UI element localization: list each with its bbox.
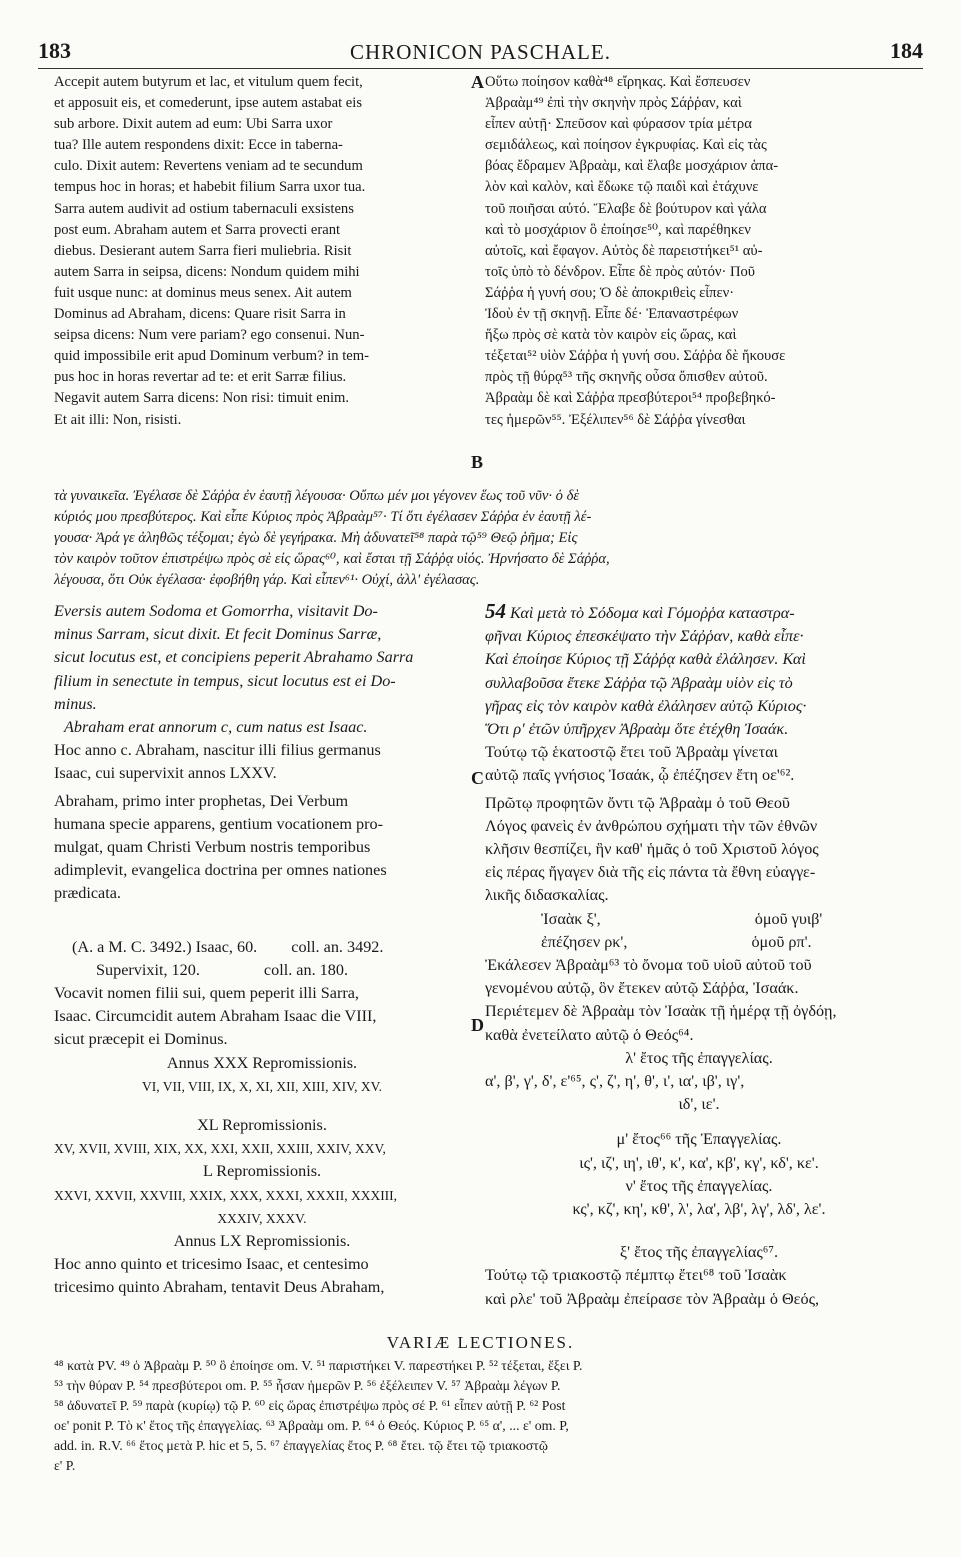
greek-line: τὸν καιρὸν τοῦτον ἐπιστρέψω πρὸς σὲ εἰς ὥρας⁶⁰, καὶ ἔσται τῇ Σάῤῥᾳ υἱός. Ἠρνήσατο δὲ Σάῤῥα, (54, 551, 610, 567)
greek-line: αὐτοῖς, καὶ ἔφαγον. Αὐτὸς δὲ παρειστήκει⁵¹ αὐ- (485, 242, 763, 259)
greek-line: καὶ τὸ μοσχάριον ὃ ἐποίησε⁵⁰, καὶ παρέθηκεν (485, 221, 751, 238)
greek-numerals-3: κς', κζ', κη', κθ', λ', λα', λβ', λγ', λδ', λε'. (572, 1200, 826, 1219)
greek-line: τοῖς ὑπὸ τὸ δένδρον. Εἶπε δὲ πρὸς αὐτόν· Ποῦ (485, 263, 756, 280)
latin-line: Sarra autem audivit ad ostium tabernaculi exsistens (54, 200, 354, 217)
greek-line: κύριός μου πρεσβύτερος. Καὶ εἶπε Κύριος πρὸς Ἀβραὰμ⁵⁷· Τί ὅτι ἐγέλασεν Σάῤῥα ἐν ἑαυτῇ λέ- (54, 509, 592, 525)
latin-line: tempus hoc in horas; et habebit filium Sarra uxor tua. (54, 179, 366, 196)
margin-letter-d: D (471, 1015, 484, 1035)
greek-isaac-b: ἐπέζησεν ρκ', (541, 932, 628, 951)
latin-c-section (54, 790, 470, 906)
greek-isaac-row-b (485, 931, 913, 954)
latin-isaac-row-a (54, 936, 470, 959)
latin-line: et apposuit eis, et comederunt, ipse autem astabat eis (54, 95, 362, 112)
page-number-left: 183 (38, 38, 71, 63)
running-title: CHRONICON PASCHALE. (350, 40, 611, 64)
latin-line: Dominus ad Abraham, dicens: Quare risit Sarra in (54, 306, 346, 323)
latin-line: Accepit autem butyrum et lac, et vitulum quem fecit, (54, 74, 363, 90)
section-number: 54 (485, 599, 506, 623)
greek-isaac-b2: ὁμοῦ ρπ'. (751, 932, 812, 951)
latin-line: sicut præcepit ei Dominus. (54, 1030, 228, 1049)
latin-line: pus hoc in horas revertar ad te: et erit Sarræ filius. (54, 369, 347, 386)
greek-line: Λόγος φανεὶς ἐν ἀνθρώπου σχήματι τὴν τῶν ἐθνῶν (485, 816, 818, 835)
greek-line: Περιέτεμεν δὲ Ἀβραὰμ τὸν Ἰσαὰκ τῇ ἡμέρᾳ τῇ ὀγδόῃ, (485, 1002, 837, 1021)
latin-line: Abraham, primo inter prophetas, Dei Verbum (54, 791, 349, 810)
latin-hoc-anno (54, 739, 470, 785)
variant-reading-line: add. in. R.V. ⁶⁶ ἔτος μετὰ P. hic et 5, 5. ⁶⁷ ἐπαγγελίας ἔτος P. ⁶⁸ ἔτει. τῷ ἔτει τῷ τριακοστῷ (54, 1438, 548, 1453)
greek-line: γῆρας εἰς τὸν καιρὸν καθὰ ἐλάλησεν αὐτῷ Κύριος· (485, 696, 807, 715)
latin-isaac-b2: coll. an. 180. (263, 960, 348, 979)
greek-line: ἥξω πρὸς σὲ κατὰ τὸν καιρὸν εἰς ὥρας, καὶ (485, 327, 737, 344)
greek-line: καὶ ρλε' τοῦ Ἀβραὰμ ἐπείρασε τὸν Ἀβραὰμ ὁ Θεός, (485, 1289, 820, 1308)
greek-line: Ἀβραὰμ δὲ καὶ Σάῤῥα πρεσβύτεροι⁵⁴ προβεβηκό- (485, 390, 776, 407)
greek-numerals-1: α', β', γ', δ', ε'⁶⁵, ς', ζ', η', θ', ι', ια', ιβ', ιγ', (485, 1072, 745, 1091)
latin-line: seipsa dicens: Num vere pariam? ego consenui. Nun- (54, 327, 365, 344)
running-header (38, 38, 923, 68)
latin-line: quid impossibile erit apud Dominum verbum? in tem- (54, 348, 369, 365)
greek-nu-etos: ν' ἔτος τῆς ἐπαγγελίας. (625, 1176, 773, 1195)
variae-lectiones (54, 1356, 913, 1476)
greek-line: Ἀβραὰμ⁴⁹ ἐπὶ τὴν σκηνὴν πρὸς Σάῤῥαν, καὶ (485, 95, 742, 112)
greek-line: γουσα· Ἀρά γε ἀληθῶς τέξομαι; ἐγὼ δὲ γεγήρακα. Μὴ ἀδυνατεῖ⁵⁸ παρὰ τῷ⁵⁹ Θεῷ ῥῆμα; Εἰς (54, 530, 578, 546)
greek-line: γενομένου αὐτῷ, ὃν ἔτεκεν αὐτῷ Σάῤῥα, Ἰσαάκ. (485, 979, 799, 998)
latin-column-lower (54, 600, 470, 1300)
variant-reading-line: ⁵⁸ ἀδυνατεῖ P. ⁵⁹ παρὰ (κυρίῳ) τῷ P. ⁶⁰ εἰς ὥρας ἐπιστρέψω πρὸς σέ P. ⁶¹ εἶπεν αὐτῇ P. ⁶² Post (54, 1398, 566, 1413)
latin-line: Hoc anno quinto et tricesimo Isaac, et centesimo (54, 1255, 369, 1274)
latin-vocavit (54, 982, 470, 1052)
latin-line: Eversis autem Sodoma et Gomorrha, visitavit Do- (54, 602, 378, 620)
greek-line: σεμιδάλεως, καὶ ποίησον ἐγκρυφίας. Καὶ εἰς τὰς (485, 137, 767, 154)
greek-line: Ἰδοὺ ἐν τῇ σκηνῇ. Εἶπε δέ· Ἐπαναστρέφων (485, 306, 739, 323)
latin-line: Isaac, cui supervixit annos LXXV. (54, 764, 277, 783)
greek-line: εἶπεν αὐτῇ· Σπεῦσον καὶ φύρασον τρία μέτρα (485, 116, 752, 133)
latin-line: autem Sarra in seipsa, dicens: Nondum quidem mihi (54, 263, 360, 280)
greek-isaac-a2: ὁμοῦ γυιβ' (754, 909, 823, 928)
margin-letter-c: C (471, 768, 484, 788)
latin-line: tricesimo quinto Abraham, tentavit Deus Abraham, (54, 1278, 385, 1297)
greek-isaac-row-a (485, 908, 913, 931)
greek-line: τοῦ ποιῆσαι αὐτό. Ἔλαβε δὲ βούτυρον καὶ γάλα (485, 200, 767, 217)
header-rule (38, 68, 923, 69)
latin-annus-30: Annus XXX Repromissionis. (166, 1053, 358, 1072)
latin-line: sicut locutus est, et concipiens peperit Abrahamo Sarra (54, 648, 414, 667)
greek-mu-etos: μ' ἔτος⁶⁶ τῆς Ἐπαγγελίας. (616, 1130, 782, 1149)
variant-reading-line: οε' ponit P. Τὸ κ' ἔτος τῆς ἐπαγγελίας. ⁶³ Ἀβραὰμ om. P. ⁶⁴ ὁ Θεός. Κύριος P. ⁶⁵ α', ... ε' om. P, (54, 1418, 569, 1433)
greek-line: λικῆς διδασκαλίας. (485, 886, 609, 905)
variant-reading-line: ε' P. (54, 1458, 76, 1473)
greek-line: τέξεται⁵² υἱὸν Σάῤῥα ἡ γυνή σου. Σάῤῥα δὲ ἤκουσε (485, 348, 786, 365)
greek-line: λὸν καὶ καλὸν, καὶ ἔδωκε τῷ παιδὶ καὶ ἐτάχυνε (485, 179, 759, 196)
latin-isaac-a: (A. a M. C. 3492.) Isaac, 60. (72, 937, 258, 956)
greek-line: αὐτῷ παῖς γνήσιος Ἰσαάκ, ᾧ ἐπέζησεν ἔτη οε'⁶². (485, 766, 795, 785)
page-number-right: 184 (890, 38, 923, 63)
greek-line: Ἐκάλεσεν Ἀβραὰμ⁶³ τὸ ὄνομα τοῦ υἱοῦ αὐτοῦ τοῦ (485, 956, 812, 975)
latin-line: culo. Dixit autem: Revertens veniam ad te secundum (54, 158, 363, 175)
latin-line: mulgat, quam Christi Verbum nostris temporibus (54, 838, 371, 857)
latin-isaac-row-b (54, 959, 470, 982)
greek-line: Καὶ ἐποίησε Κύριος τῇ Σάῤῥᾳ καθὰ ἐλάλησεν. Καὶ (485, 650, 806, 669)
greek-line: Τούτῳ τῷ ἑκατοστῷ ἔτει τοῦ Ἀβραὰμ γίνεται (485, 743, 778, 762)
latin-line: Et ait illi: Non, risisti. (54, 411, 182, 428)
greek-full-width (54, 486, 913, 591)
latin-line: diebus. Desierant autem Sarra fieri muliebria. Risit (54, 242, 352, 259)
greek-touto (485, 741, 913, 787)
variant-reading-line: ⁵³ τὴν θύραν P. ⁵⁴ πρεσβύτεροι om. P. ⁵⁵ ἦσαν ἡμερῶν P. ⁵⁶ ἐξέλειπεν V. ⁵⁷ Ἀβραὰμ λέγων P. (54, 1378, 561, 1393)
latin-xl: XL Repromissionis. (197, 1116, 327, 1135)
greek-numerals-1b: ιδ', ιε'. (678, 1095, 720, 1114)
latin-line: tua? Ille autem respondens dixit: Ecce in taberna- (54, 137, 343, 154)
greek-line: Καὶ μετὰ τὸ Σόδομα καὶ Γόμοῤῥα καταστρα- (510, 604, 795, 622)
greek-line: κλῆσιν θεσπίζει, ἣν καθ' ἡμᾶς ὁ τοῦ Χριστοῦ λόγος (485, 840, 819, 859)
greek-column-lower (485, 600, 913, 1311)
latin-line: Abraham erat annorum c, cum natus est Isaac. (64, 718, 368, 737)
latin-line: Isaac. Circumcidit autem Abraham Isaac die VIII, (54, 1007, 377, 1026)
greek-line: βόας ἔδραμεν Ἀβραὰμ, καὶ ἔλαβε μοσχάριον ἁπα- (485, 158, 779, 175)
greek-line: φῆναι Κύριος ἐπεσκέψατο τὴν Σάῤῥαν, καθὰ εἶπε· (485, 627, 804, 646)
variae-lectiones-title: VARIÆ LECTIONES. (386, 1333, 575, 1352)
greek-end (485, 1264, 913, 1310)
latin-line: sub arbore. Dixit autem ad eum: Ubi Sarra uxor (54, 116, 333, 133)
latin-numerals-3: XXVI, XXVII, XXVIII, XXIX, XXX, XXXI, XXXII, XXXIII, (54, 1187, 398, 1203)
latin-eversis (54, 600, 470, 716)
greek-line: εἰς πέρας ἤγαγεν διὰ τῆς εἰς πάντα τὰ ἔθνη εὐαγγε- (485, 863, 816, 882)
margin-letter-b: B (471, 452, 484, 472)
latin-line: Negavit autem Sarra dicens: Non risi: timuit enim. (54, 390, 350, 407)
latin-line: prædicata. (54, 884, 121, 903)
greek-line: συλλαβοῦσα ἔτεκε Σάῤῥα τῷ Ἀβραὰμ υἱὸν εἰς τὸ (485, 673, 793, 692)
greek-section-54 (485, 600, 913, 741)
latin-numerals-2: XV, XVII, XVIII, XIX, XX, XXI, XXII, XXIII, XXIV, XXV, (54, 1141, 386, 1157)
greek-column-top (485, 72, 913, 431)
greek-ekalesen (485, 954, 913, 1047)
greek-c-section (485, 792, 913, 908)
latin-line: adimplevit, evangelica doctrina per omnes nationes (54, 861, 387, 880)
greek-line: Ὅτι ρ' ἐτῶν ὑπῆρχεν Ἀβραὰμ ὅτε ἐτέχθη Ἰσαάκ. (485, 720, 789, 739)
greek-line: Σάῤῥα ἡ γυνή σου; Ὁ δὲ ἀποκριθεὶς εἶπεν· (485, 284, 735, 301)
greek-line: πρὸς τῇ θύρᾳ⁵³ τῆς σκηνῆς οὖσα ὄπισθεν αὐτοῦ. (485, 369, 768, 386)
latin-abraham-annorum (54, 716, 470, 739)
latin-column-top (54, 72, 470, 431)
greek-isaac-a: Ἰσαὰκ ξ', (541, 909, 601, 928)
latin-line: Vocavit nomen filii sui, quem peperit illi Sarra, (54, 984, 359, 1003)
latin-end (54, 1253, 470, 1299)
latin-line: fuit usque nunc: at dominus meus senex. Ait autem (54, 284, 352, 301)
greek-lambda-etos: λ' ἔτος τῆς ἐπαγγελίας. (625, 1048, 773, 1067)
latin-isaac-b: Supervixit, 120. (96, 960, 200, 979)
latin-line: Hoc anno c. Abraham, nascitur illi filius germanus (54, 741, 381, 760)
greek-line: τες ἡμερῶν⁵⁵. Ἐξέλιπεν⁵⁶ δὲ Σάῤῥα γίνεσθαι (485, 411, 746, 428)
latin-numerals-3b: XXXIV, XXXV. (217, 1210, 307, 1226)
greek-line: καθὰ ἐνετείλατο αὐτῷ ὁ Θεός⁶⁴. (485, 1025, 694, 1044)
latin-l: L Repromissionis. (202, 1162, 322, 1181)
latin-line: filium in senectute in tempus, sicut locutus est ei Do- (54, 671, 396, 690)
greek-numerals-2: ις', ιζ', ιη', ιθ', κ', κα', κβ', κγ', κδ', κε'. (579, 1153, 819, 1172)
greek-line: Τούτῳ τῷ τριακοστῷ πέμπτῳ ἔτει⁶⁸ τοῦ Ἰσαὰκ (485, 1266, 787, 1285)
greek-line: Οὕτω ποίησον καθὰ⁴⁸ εἴρηκας. Καὶ ἔσπευσεν (485, 74, 751, 90)
latin-lx: Annus LX Repromissionis. (173, 1232, 351, 1251)
variant-reading-line: ⁴⁸ κατὰ PV. ⁴⁹ ὁ Ἀβραὰμ P. ⁵⁰ ὃ ἐποίησε om. V. ⁵¹ παριστήκει V. παρεστήκει P. ⁵² τέξεται, ἕξει P. (54, 1358, 583, 1373)
greek-xi-etos: ξ' ἔτος τῆς ἐπαγγελίας⁶⁷. (619, 1243, 779, 1262)
latin-numerals-1: VI, VII, VIII, IX, X, XI, XII, XIII, XIV, XV. (141, 1078, 383, 1094)
latin-line: minus Sarram, sicut dixit. Et fecit Dominus Sarræ, (54, 625, 382, 644)
latin-line: minus. (54, 694, 97, 713)
greek-line: λέγουσα, ὅτι Οὐκ ἐγέλασα· ἐφοβήθη γάρ. Καὶ εἶπεν⁶¹· Οὐχί, ἀλλ' ἐγέλασας. (54, 572, 480, 588)
greek-line: Πρῶτῳ προφητῶν ὄντι τῷ Ἀβραὰμ ὁ τοῦ Θεοῦ (485, 793, 790, 812)
margin-letter-a: A (471, 72, 484, 92)
latin-isaac-a2: coll. an. 3492. (291, 937, 384, 956)
latin-line: humana specie apparens, gentium vocationem pro- (54, 814, 384, 833)
latin-line: post eum. Abraham autem et Sarra provecti erant (54, 221, 341, 238)
greek-line: τὰ γυναικεῖα. Ἐγέλασε δὲ Σάῤῥα ἐν ἑαυτῇ λέγουσα· Οὔπω μέν μοι γέγονεν ἕως τοῦ νῦν· ὁ δὲ (54, 488, 580, 504)
